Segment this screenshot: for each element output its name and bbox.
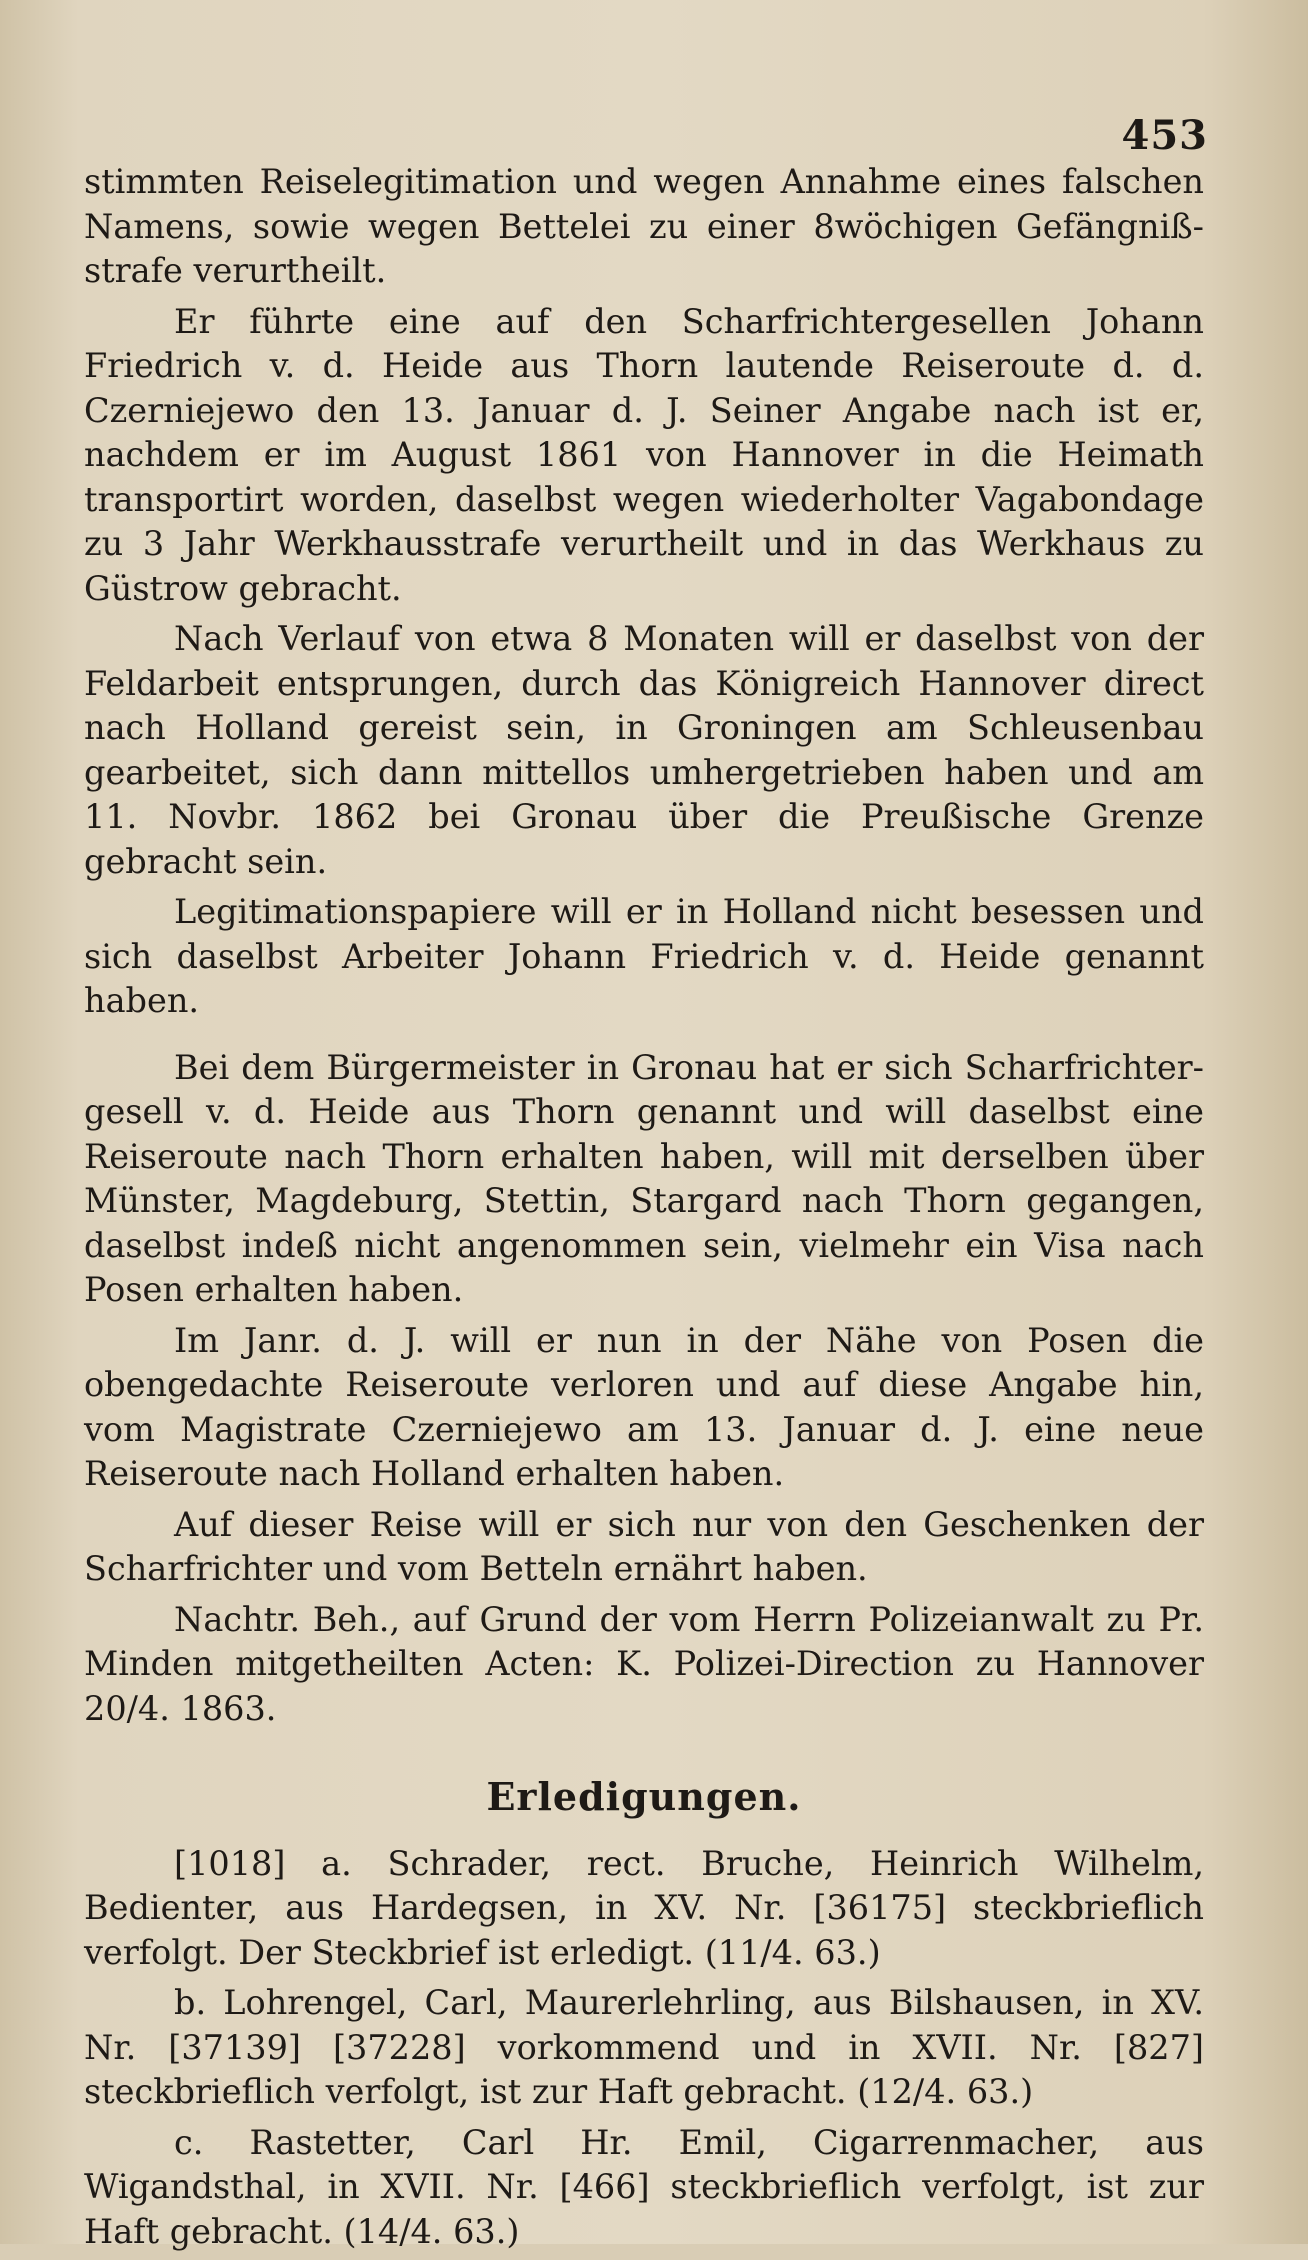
paragraph: Bei dem Bürgermeister in Gronau hat er sich Scharfrichter-gesell v. d. Heide aus Thorn genannt und will daselbst eine Reiseroute nach Thorn erhalten haben, will mit derselben über Münster, Magdeburg, Stettin, Stargard nach Thorn gegangen, daselbst indeß nicht angenommen sein, vielmehr ein Visa nach Posen erhalten haben. <box>84 1047 1204 1309</box>
paragraph: Nachtr. Beh., auf Grund der vom Herrn Polizeianwalt zu Pr. Minden mitgetheilten Acten: K. Polizei-Direction zu Hannover 20/4. 1863. <box>84 1599 1204 1728</box>
paragraph: stimmten Reiselegitimation und wegen Annahme eines falschen Namens, sowie wegen Bettelei zu einer 8wöchigen Gefängniß-strafe verurtheilt. <box>84 162 1204 290</box>
paragraph: Legitimationspapiere will er in Holland nicht besessen und sich daselbst Arbeiter Johann Friedrich v. d. Heide genannt haben. <box>84 892 1204 1020</box>
list-item: c. Rastetter, Carl Hr. Emil, Cigarrenmacher, aus Wigandsthal, in XVII. Nr. [466] steckbrieflich verfolgt, ist zur Haft gebracht. (14/4. 63.) <box>84 2122 1204 2251</box>
paragraph: Nach Verlauf von etwa 8 Monaten will er daselbst von der Feldarbeit entsprungen, durch das Königreich Hannover direct nach Holland gereist sein, in Groningen am Schleusenbau gearbeitet, sich dann mittellos umhergetrieben haben und am 11. Novbr. 1862 bei Gronau über die Preußische Grenze gebracht sein. <box>84 619 1204 881</box>
paragraph: Auf dieser Reise will er sich nur von den Geschenken der Scharfrichter und vom Betteln ernährt haben. <box>84 1504 1204 1588</box>
page-number: 453 <box>1121 112 1208 159</box>
section-heading: Erledigungen. <box>486 1774 802 1819</box>
paragraph: Im Janr. d. J. will er nun in der Nähe von Posen die obengedachte Reiseroute verloren und auf diese Angabe hin, vom Magistrate Czerniejewo am 13. Januar d. J. eine neue Reiseroute nach Holland erhalten haben. <box>84 1320 1204 1493</box>
list-item: b. Lohrengel, Carl, Maurerlehrling, aus Bilshausen, in XV. Nr. [37139] [37228] vorkommend und in XVII. Nr. [827] steckbrieflich verfolgt, ist zur Haft gebracht. (12/4. 63.) <box>84 1983 1204 2111</box>
body-text <box>84 160 1204 2260</box>
list-item: [1018] a. Schrader, rect. Bruche, Heinrich Wilhelm, Bedienter, aus Hardegsen, in XV. Nr. [36175] steckbrieflich verfolgt. Der Steckbrief ist erledigt. (11/4. 63.) <box>84 1843 1204 1972</box>
paragraph: Er führte eine auf den Scharfrichtergesellen Johann Friedrich v. d. Heide aus Thorn lautende Reiseroute d. d. Czerniejewo den 13. Januar d. J. Seiner Angabe nach ist er, nachdem er im August 1861 von Hannover in die Heimath transportirt worden, daselbst wegen wiederholter Vagabondage zu 3 Jahr Werkhausstrafe verurtheilt und in das Werkhaus zu Güstrow gebracht. <box>84 301 1204 608</box>
